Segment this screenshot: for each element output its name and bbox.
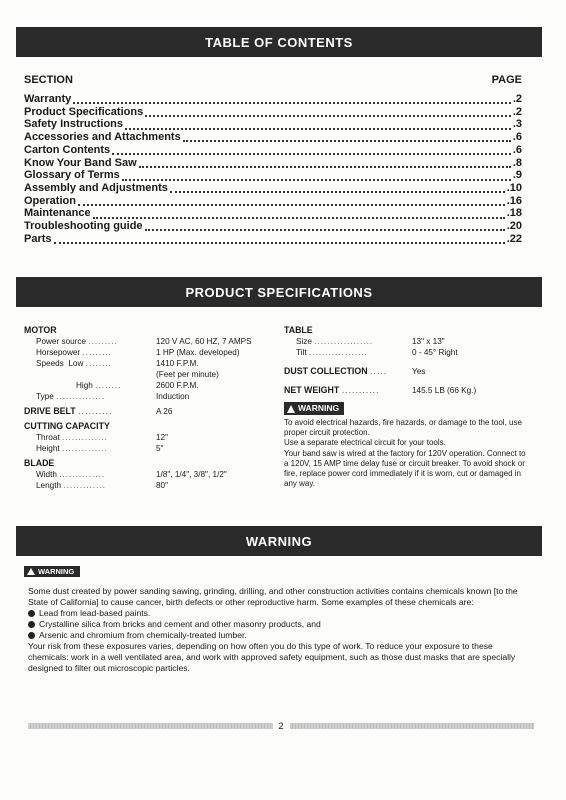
bullet-icon xyxy=(28,610,35,617)
list-item: Crystalline silica from bricks and cement and other masonry products, and xyxy=(28,619,528,630)
dust-warning-badge: WARNING xyxy=(24,566,80,577)
warning-header-bar xyxy=(16,526,542,556)
spec-power-source: Power source ......... 120 V AC, 60 HZ, 7 AMPS xyxy=(36,337,252,346)
warning-triangle-icon xyxy=(287,405,295,413)
spec-speed-low: Speeds Low ........ 1410 F.P.M. xyxy=(36,359,199,368)
toc-entry-product-specifications[interactable]: Product Specifications .2 xyxy=(24,105,522,118)
toc-column-headers xyxy=(24,74,522,86)
footer-rule-right xyxy=(290,723,535,729)
toc-list xyxy=(24,93,522,245)
cutting-capacity-heading: CUTTING CAPACITY xyxy=(24,421,110,431)
toc-entry-know-your-band-saw[interactable]: Know Your Band Saw .8 xyxy=(24,156,522,169)
spec-table-tilt: Tilt .................. 0 - 45° Right xyxy=(296,348,458,357)
dust-warning-outro: Your risk from these exposures varies, depending on how often you do this type of work. To reduce your exposure to these chemicals: work in a well ventilated area, and work with approved safety equipment, such as those dust masks that are specially designed to filter out microscopic particles. xyxy=(28,641,516,673)
table-heading: TABLE xyxy=(284,325,313,335)
toc-entry-safety-instructions[interactable]: Safety Instructions .3 xyxy=(24,118,522,131)
spec-blade-width: Width .............. 1/8", 1/4", 3/8", 1/2" xyxy=(36,470,227,479)
footer-rule-left xyxy=(28,723,273,729)
spec-speed-low-note: (Feet per minute) xyxy=(156,370,219,379)
toc-section-label: SECTION xyxy=(24,74,73,86)
specs-left-column xyxy=(24,325,274,491)
toc-entry-parts[interactable]: Parts .22 xyxy=(24,232,522,245)
dust-chemicals-list xyxy=(28,608,528,641)
toc-entry-assembly[interactable]: Assembly and Adjustments .10 xyxy=(24,181,522,194)
warning-triangle-icon xyxy=(27,568,35,575)
warning-title: WARNING xyxy=(245,533,313,549)
specs-warning-badge: WARNING xyxy=(284,402,344,415)
toc-entry-warranty[interactable]: Warranty .2 xyxy=(24,93,522,105)
spec-speed-high: High ........ 2600 F.P.M. xyxy=(76,381,199,390)
spec-type: Type ............... Induction xyxy=(36,392,190,401)
specs-title: PRODUCT SPECIFICATIONS xyxy=(185,284,373,300)
toc-header-bar xyxy=(16,27,542,57)
specs-header-bar xyxy=(16,277,542,307)
spec-table-size: Size .................. 13" x 13" xyxy=(296,337,445,346)
specs-right-column xyxy=(284,325,534,489)
bullet-icon xyxy=(28,621,35,628)
spec-net-weight: NET WEIGHT ........... 145.5 LB (66 Kg.) xyxy=(284,385,477,395)
toc-title: TABLE OF CONTENTS xyxy=(205,34,353,50)
spec-dust-collection: DUST COLLECTION ..... Yes xyxy=(284,366,426,376)
list-item: Lead from lead-based paints. xyxy=(28,608,528,619)
page-number: 2 xyxy=(278,721,284,731)
blade-heading: BLADE xyxy=(24,458,55,468)
spec-drive-belt: DRIVE BELT .......... A 26 xyxy=(24,406,173,416)
page-footer xyxy=(28,722,534,730)
toc-entry-maintenance[interactable]: Maintenance .18 xyxy=(24,207,522,220)
dust-warning-text xyxy=(28,586,528,674)
list-item: Arsenic and chromium from chemically-treated lumber. xyxy=(28,630,528,641)
spec-throat: Throat .............. 12" xyxy=(36,433,169,442)
toc-entry-troubleshooting[interactable]: Troubleshooting guide .20 xyxy=(24,220,522,233)
dust-warning-intro: Some dust created by power sanding sawing, grinding, drilling, and other construction activities contains chemicals known [to the State of California] to cause cancer, birth defects or other reproductive harm. Some examples of these chemicals are: xyxy=(28,586,518,607)
motor-heading: MOTOR xyxy=(24,325,57,335)
specs-warning-text: To avoid electrical hazards, fire hazards, or damage to the tool, use proper circuit protection. Use a separate electrical circuit for your tools. Your band saw is wired at the factory for 120V operation. Connect to a 120V, 15 AMP time delay fuse or circuit breaker. To avoid shock or fire, replace power cord immediately if it is worn, cut or damaged in any way. xyxy=(284,418,526,489)
toc-page-label: PAGE xyxy=(491,74,522,86)
bullet-icon xyxy=(28,632,35,639)
spec-height: Height .............. 5" xyxy=(36,444,164,453)
toc-entry-glossary[interactable]: Glossary of Terms .9 xyxy=(24,169,522,182)
toc-entry-operation[interactable]: Operation .16 xyxy=(24,194,522,207)
spec-blade-length: Length ............. 80" xyxy=(36,481,169,490)
toc-entry-carton-contents[interactable]: Carton Contents .6 xyxy=(24,143,522,156)
toc-entry-accessories[interactable]: Accessories and Attachments .6 xyxy=(24,131,522,144)
spec-horsepower: Horsepower ......... 1 HP (Max. developed) xyxy=(36,348,240,357)
